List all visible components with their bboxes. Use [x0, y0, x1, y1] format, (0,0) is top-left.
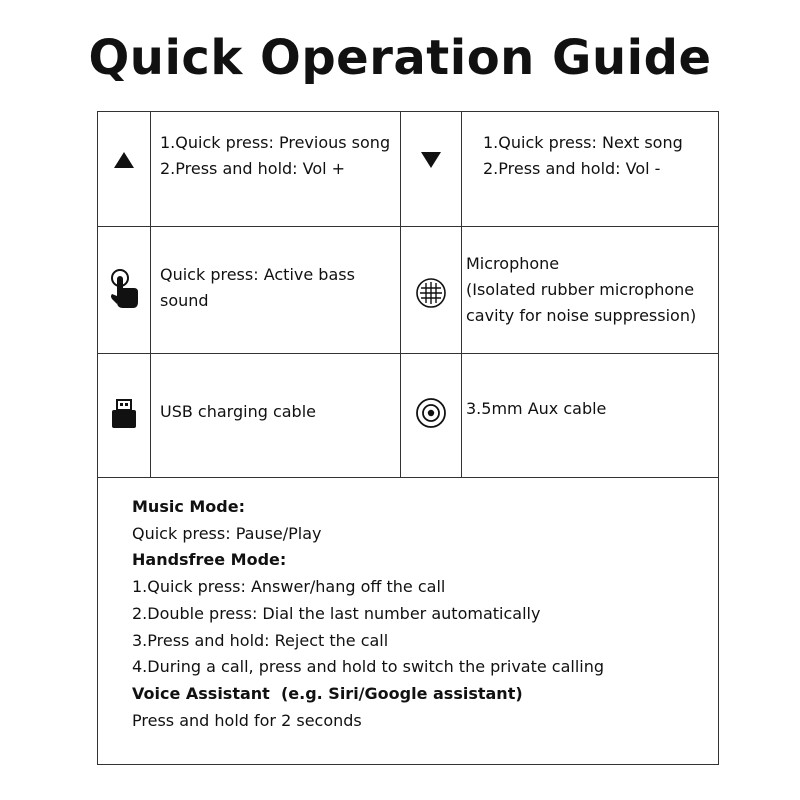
grid-divider — [98, 477, 718, 478]
usb-plug-icon — [98, 394, 150, 434]
usb-cable-label: USB charging cable — [160, 402, 316, 421]
handsfree-line: 3.Press and hold: Reject the call — [132, 630, 389, 650]
voice-assistant-line: Press and hold for 2 seconds — [132, 710, 362, 730]
handsfree-line: 4.During a call, press and hold to switch the private calling — [132, 657, 605, 677]
microphone-description: Microphone (Isolated rubber microphone cavity for noise suppression) — [466, 254, 697, 325]
music-mode-line: Quick press: Pause/Play — [132, 523, 322, 543]
aux-cable-label: 3.5mm Aux cable — [466, 399, 607, 418]
handsfree-mode-heading: Handsfree Mode: — [132, 550, 287, 570]
grid-divider — [461, 112, 462, 477]
prev-song-instructions: 1.Quick press: Previous song 2.Press and hold: Vol + — [160, 133, 391, 178]
triangle-down-icon — [400, 112, 461, 207]
voice-assistant-heading: Voice Assistant (e.g. Siri/Google assistant) — [132, 683, 523, 703]
grid-divider — [150, 112, 151, 477]
modes-section — [132, 494, 604, 734]
grid-divider — [98, 353, 718, 354]
triangle-up-icon — [98, 112, 150, 207]
page-title: Quick Operation Guide — [88, 30, 712, 86]
handsfree-line: 1.Quick press: Answer/hang off the call — [132, 577, 446, 597]
grid-divider — [98, 226, 718, 227]
microphone-grille-icon — [400, 271, 461, 315]
handsfree-line: 2.Double press: Dial the last number automatically — [132, 603, 541, 623]
operation-guide-table — [97, 111, 719, 765]
next-song-instructions: 1.Quick press: Next song 2.Press and hold: Vol - — [483, 133, 683, 178]
aux-jack-icon — [400, 393, 461, 433]
music-mode-heading: Music Mode: — [132, 497, 245, 516]
touch-hand-icon — [98, 264, 150, 314]
bass-instructions: Quick press: Active bass sound — [160, 265, 355, 310]
